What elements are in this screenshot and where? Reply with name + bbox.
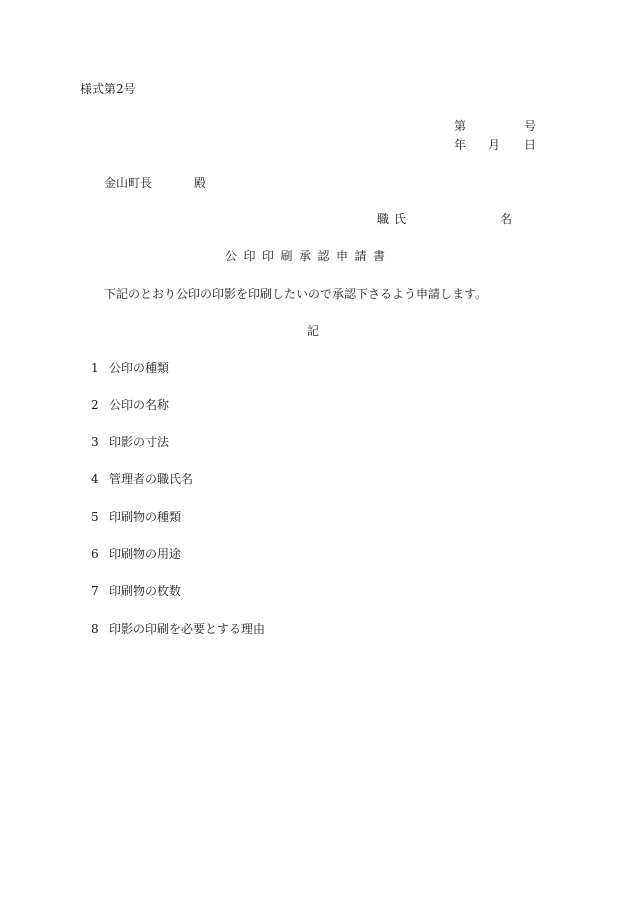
list-item: [91, 622, 265, 636]
item-label: 印影の寸法: [109, 435, 170, 449]
item-label: 印刷物の枚数: [109, 584, 182, 598]
item-number: 7: [91, 584, 99, 598]
list-item: [91, 472, 193, 486]
document-number-suffix: 号: [524, 119, 537, 133]
list-item: [91, 435, 169, 449]
date-month-label: 月: [488, 138, 501, 152]
item-label: 公印の種類: [109, 361, 170, 375]
list-item: [91, 510, 181, 524]
date-year-label: 年: [454, 138, 467, 152]
applicant-title-label: 職氏: [377, 212, 412, 226]
item-label: 印影の印刷を必要とする理由: [109, 622, 266, 636]
addressee-honorific: 殿: [194, 176, 207, 190]
item-number: 2: [91, 398, 99, 412]
item-number: 4: [91, 472, 99, 486]
item-number: 1: [91, 361, 99, 375]
list-item: [91, 398, 169, 412]
list-item: [91, 584, 181, 598]
document-number-prefix: 第: [454, 119, 467, 133]
document-title: 公印印刷承認申請書: [225, 249, 392, 263]
date-day-label: 日: [524, 138, 537, 152]
addressee-name: 金山町長: [104, 176, 153, 190]
form-number: 様式第2号: [80, 82, 136, 96]
item-number: 6: [91, 547, 99, 561]
item-label: 印刷物の種類: [109, 510, 182, 524]
item-label: 印刷物の用途: [109, 547, 182, 561]
item-label: 公印の名称: [109, 398, 170, 412]
item-number: 5: [91, 510, 99, 524]
list-item: [91, 361, 169, 375]
item-label: 管理者の職氏名: [109, 472, 194, 486]
item-number: 3: [91, 435, 99, 449]
list-item: [91, 547, 181, 561]
body-text: 下記のとおり公印の印影を印刷したいので承認下さるよう申請します。: [104, 287, 488, 301]
item-number: 8: [91, 622, 99, 636]
applicant-name-label: 名: [500, 212, 513, 226]
ki-heading: 記: [307, 324, 320, 338]
